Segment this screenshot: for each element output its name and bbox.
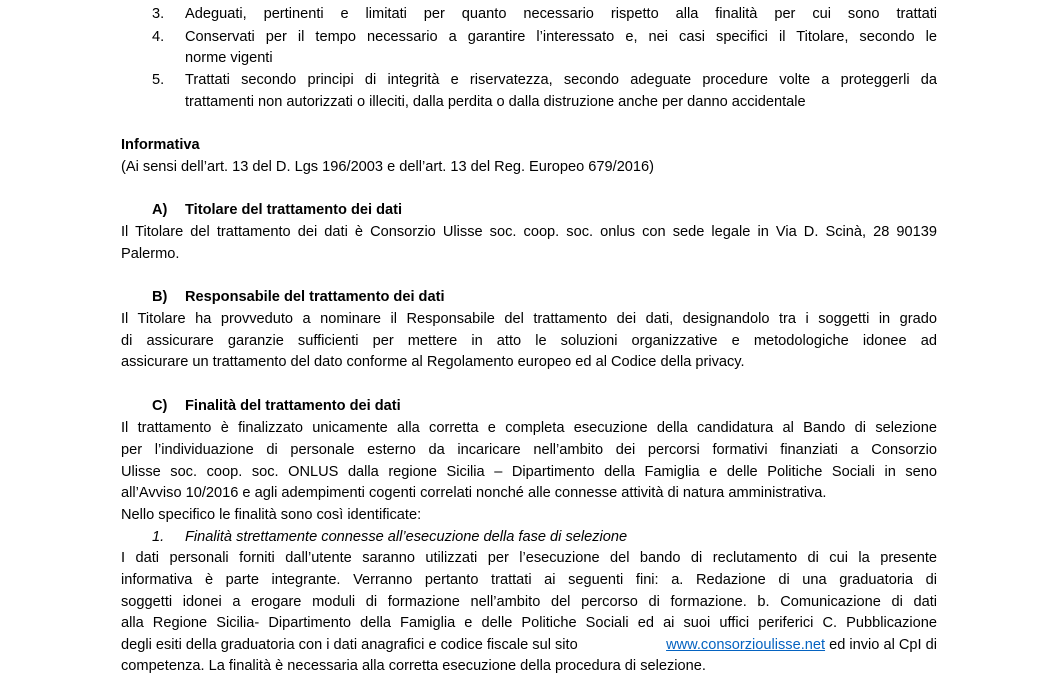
list-item-5-line-2: trattamenti non autorizzati o illeciti, dalla perdita o dalla distruzione anche per danno accidentale (185, 94, 806, 110)
list-item-4-line-1: Conservati per il tempo necessario a garantire l’interessato e, nei casi specifici il Titolare, secondo le (185, 29, 937, 45)
list-number-4: 4. (152, 29, 165, 45)
list-item-5-line-1: Trattati secondo principi di integrità e riservatezza, secondo adeguate procedure volte a proteggerli da (185, 72, 937, 88)
section-c-line-4: all’Avviso 10/2016 e agli adempimenti cogenti correlati nonché alle connesse attività di natura amministrativa. (121, 485, 827, 501)
consorzio-website-link[interactable]: www.consorzioulisse.net (666, 637, 826, 653)
section-a-letter: A) (152, 202, 168, 218)
section-c-sub-number: 1. (152, 529, 165, 545)
section-c-sub-line-3: soggetti idonei a erogare moduli di formazione nell’ambito del percorso di formazione. b. Comunicazione di dati (121, 594, 937, 610)
informativa-title: Informativa (121, 137, 200, 153)
section-b-line-2: di assicurare garanzie sufficienti per mettere in atto le soluzioni organizzative e metodologiche idonee ad (121, 333, 937, 349)
section-b-line-1: Il Titolare ha provveduto a nominare il Responsabile del trattamento dei dati, designandolo tra i soggetti in grado (121, 311, 937, 327)
section-c-line-5: Nello specifico le finalità sono così identificate: (121, 507, 422, 523)
section-c-sub-heading: Finalità strettamente connesse all’esecuzione della fase di selezione (185, 529, 628, 545)
list-item-4-line-2: norme vigenti (185, 50, 273, 66)
section-c-sub-line-4: alla Regione Sicilia- Dipartimento della Famiglia e delle Politiche Sociali ed ai suoi uffici periferici C. Pubblicazione (121, 615, 937, 631)
section-c-line-3: Ulisse soc. coop. soc. ONLUS dalla regione Sicilia – Dipartimento della Famiglia e delle Politiche Sociali in seno (121, 464, 937, 480)
section-c-sub-line-2: informativa è parte integrante. Verranno pertanto trattati ai seguenti fini: a. Redazione di una graduatoria di (121, 572, 937, 588)
list-item-3-line-1: Adeguati, pertinenti e limitati per quanto necessario rispetto alla finalità per cui sono trattati (185, 6, 937, 22)
link-line-tail (666, 635, 937, 655)
informativa-subtitle: (Ai sensi dell’art. 13 del D. Lgs 196/2003 e dell’art. 13 del Reg. Europeo 679/2016) (121, 159, 655, 175)
section-c-letter: C) (152, 398, 168, 414)
section-c-link-line (121, 635, 937, 655)
section-c-line-2: per l’individuazione di personale esterno da incaricare nell’ambito dei percorsi formativi finanziati a Consorzio (121, 442, 937, 458)
section-a-heading: Titolare del trattamento dei dati (185, 202, 403, 218)
section-c-line-1: Il trattamento è finalizzato unicamente alla corretta e completa esecuzione della candidatura al Bando di selezione (121, 420, 937, 436)
section-c-last-line: competenza. La finalità è necessaria alla corretta esecuzione della procedura di selezione. (121, 658, 706, 674)
section-b-line-3: assicurare un trattamento del dato conforme al Regolamento europeo ed al Codice della privacy. (121, 354, 745, 370)
link-line-before-text: degli esiti della graduatoria con i dati anagrafici e codice fiscale sul sito (121, 637, 582, 653)
section-b-heading: Responsabile del trattamento dei dati (185, 289, 445, 305)
list-number-3: 3. (152, 6, 165, 22)
link-line-after-text: ed invio al CpI di (825, 637, 937, 653)
section-b-letter: B) (152, 289, 168, 305)
section-a-line-2: Palermo. (121, 246, 180, 262)
list-number-5: 5. (152, 72, 165, 88)
section-c-heading: Finalità del trattamento dei dati (185, 398, 401, 414)
section-a-line-1: Il Titolare del trattamento dei dati è Consorzio Ulisse soc. coop. soc. onlus con sede legale in Via D. Scinà, 28 90139 (121, 224, 937, 240)
section-c-sub-line-1: I dati personali forniti dall’utente saranno utilizzati per l’esecuzione del bando di reclutamento di cui la presente (121, 550, 937, 566)
